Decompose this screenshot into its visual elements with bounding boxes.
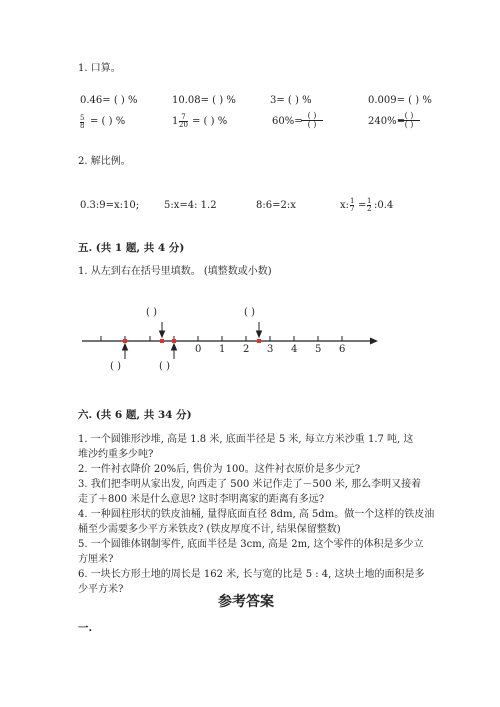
application-questions (78, 432, 438, 597)
fraction: 5 8 (80, 114, 85, 130)
answer-title: 参考答案 (218, 594, 274, 610)
section-heading: 五. (共 1 题, 共 4 分) (78, 242, 185, 254)
proportion-item: 8:6=2:x (256, 200, 296, 211)
fraction: 1 2 (367, 197, 372, 213)
number-line-blank: ( ) (159, 361, 170, 372)
calc-item: 60%= (272, 116, 303, 127)
question-line: 少平方米? (78, 584, 124, 595)
proportion-item: 5:x=4: 1.2 (164, 200, 217, 211)
tick-label: 0 (195, 344, 202, 355)
question-line: 6. 一块长方形土地的周长是 162 米, 长与宽的比是 5 : 4, 这块土地的面积是多 (78, 569, 425, 580)
equals-sign: = (358, 200, 367, 211)
question-line: 4. 一种圆柱形状的铁皮油桶, 量得底面直径 8dm, 高 5dm。做一个这样的铁皮油 (78, 509, 435, 520)
tick-label: 1 (219, 344, 226, 355)
proportion-item: 0.3:9=x:10; (80, 200, 140, 211)
question: 1. 从左到右在括号里填数。 (填整数或小数) (78, 266, 272, 277)
fraction: 7 20 (179, 113, 188, 129)
question-line: 桶至少需要多少平方米铁皮? (铁皮厚度不计, 结果保留整数) (78, 524, 341, 535)
calc-item: 0.46= ( ) % (80, 95, 138, 106)
tick-label: 6 (339, 344, 346, 355)
answer-section: 一. (78, 622, 93, 634)
calc-item: 3= ( ) % (270, 95, 312, 106)
s1-title: 1. 口算。 (78, 63, 121, 74)
question-line: 方厘米? (78, 554, 114, 565)
calc-item: = ( ) % (90, 116, 126, 127)
proportion-item: x: (340, 200, 350, 211)
question-line: 5. 一个圆锥体钢制零件, 底面半径是 3cm, 高是 2m, 这个零件的体积是多少立 (78, 539, 424, 550)
blank-fraction: ( ) ( ) (398, 112, 420, 129)
s2-title: 2. 解比例。 (78, 156, 131, 167)
proportion-tail: :0.4 (374, 200, 394, 211)
question-line: 3. 我们把李明从家出发, 向西走了 500 米记作走了－500 米, 那么李明又接着 (78, 479, 422, 490)
number-line-blank: ( ) (146, 307, 157, 318)
number-line-blank: ( ) (244, 307, 255, 318)
question-line: 走了＋800 米是什么意思? 这时李明离家的距离有多远? (78, 494, 325, 505)
number-line-blank: ( ) (110, 361, 121, 372)
calc-item: 240%= (368, 116, 405, 127)
tick-label: 3 (267, 344, 274, 355)
tick-label: 2 (243, 344, 250, 355)
question-line: 2. 一件衬衣降价 20%后, 售价为 100。这件衬衣原价是多少元? (78, 464, 361, 475)
section-heading: 六. (共 6 题, 共 34 分) (78, 409, 192, 421)
calc-item: 0.009= ( ) % (368, 95, 432, 106)
question-line: 1. 一个圆锥形沙堆, 高是 1.8 米, 底面半径是 5 米, 每立方米沙重 1.7 吨, 这 (78, 434, 414, 445)
tick-label: 4 (291, 344, 298, 355)
fraction: 1 7 (350, 197, 355, 213)
mixed-whole: 1 (172, 116, 179, 127)
calc-item: 10.08= ( ) % (172, 95, 236, 106)
tick-label: 5 (315, 344, 322, 355)
question-line: 堆沙约重多少吨? (78, 449, 154, 460)
blank-fraction: ( ) ( ) (301, 112, 323, 129)
calc-item: = ( ) % (192, 116, 228, 127)
